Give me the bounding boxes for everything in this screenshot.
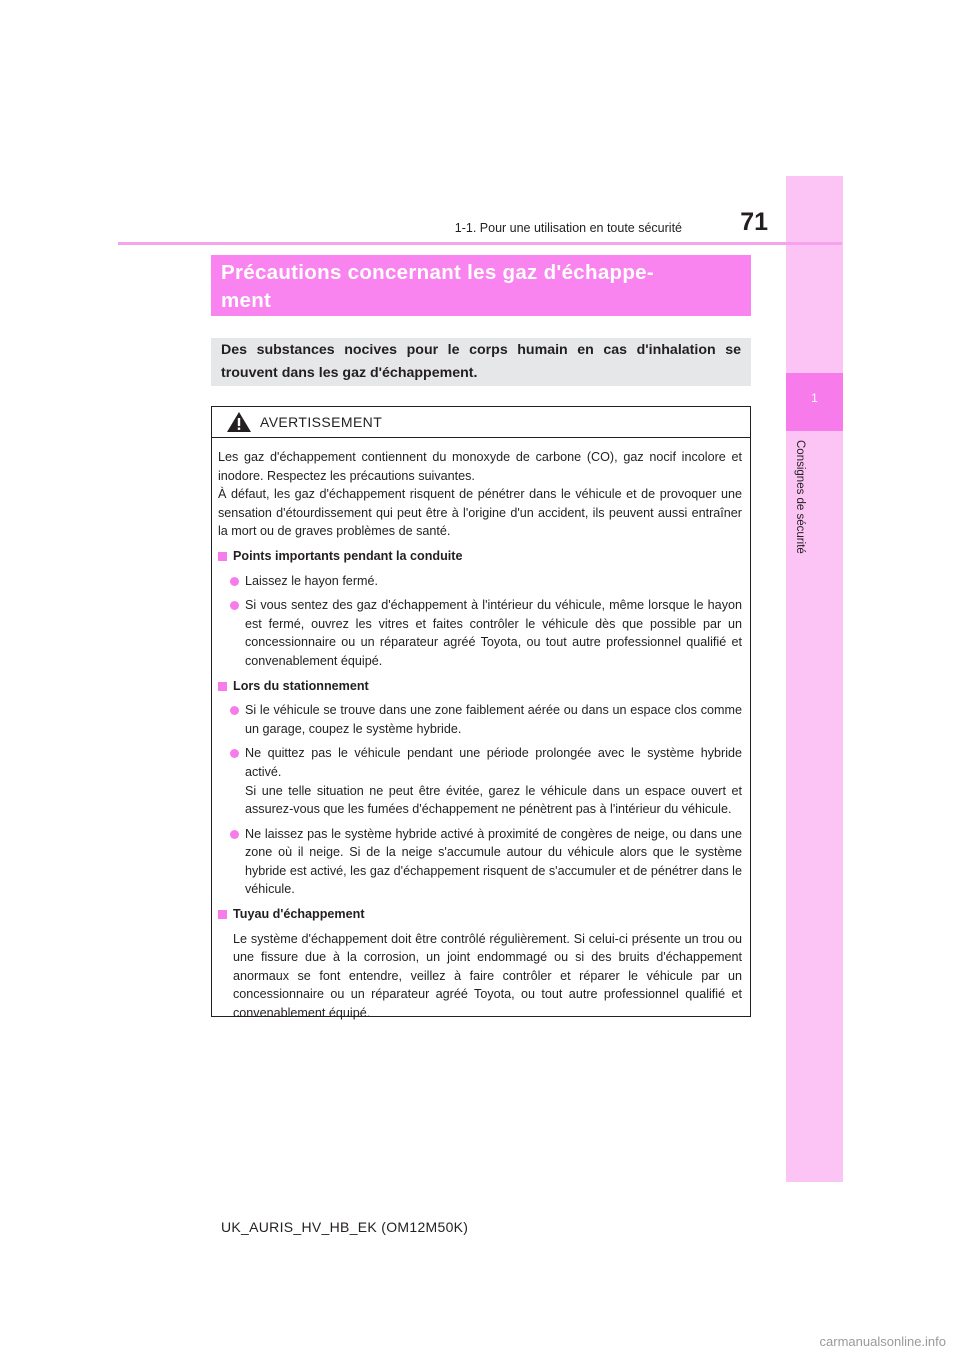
subheading-driving: Points importants pendant la conduite [218, 547, 742, 566]
list-item: Si vous sentez des gaz d'échappement à l'intérieur du véhicule, même lorsque le hayon est fermé, ouvrez les vitres et faites contrôler le véhicule dès que possible par un concessionnaire ou un réparateur agréé Toyota, ou tout autre professionnel qualifié et convenablement équipé. [218, 596, 742, 670]
round-bullet-icon [230, 577, 239, 586]
square-bullet-icon [218, 910, 227, 919]
subheading-exhaust-pipe: Tuyau d'échappement [218, 905, 742, 924]
title-bar [211, 255, 751, 316]
page-number: 71 [740, 208, 768, 236]
list-item-text: Ne quittez pas le véhicule pendant une période prolongée avec le système hybride activé. [245, 746, 742, 779]
round-bullet-icon [230, 830, 239, 839]
exhaust-pipe-text: Le système d'échappement doit être contrôlé régulièrement. Si celui-ci présente un trou ou une fissure due à la corrosion, un joint endommagé ou si des bruits d'échappement anormaux se font entendre, veillez à faire contrôler et réparer le véhicule par un concessionnaire ou un réparateur agréé Toyota, ou tout autre professionnel qualifié et convenablement équipé. [233, 931, 742, 1021]
warning-box [211, 406, 751, 1021]
list-item [218, 744, 742, 818]
list-item: Ne laissez pas le système hybride activé à proximité de congères de neige, ou dans une zone où il neige. Si de la neige s'accumule autour du véhicule alors que le système hybride est activé, les gaz d'échappement risquent de s'accumuler et de pénétrer dans le véhicule. [218, 825, 742, 899]
warning-intro-1: Les gaz d'échappement contiennent du monoxyde de carbone (CO), gaz nocif incolore et inodore. Respectez les précautions suivantes. [218, 450, 742, 483]
warning-title: AVERTISSEMENT [260, 414, 383, 430]
warning-triangle-icon [226, 411, 252, 433]
list-item: Laissez le hayon fermé. [218, 572, 742, 591]
square-bullet-icon [218, 682, 227, 691]
round-bullet-icon [230, 706, 239, 715]
warning-body [212, 438, 750, 1023]
page-title-line2: ment [221, 289, 272, 312]
list-item: Si le véhicule se trouve dans une zone faiblement aérée ou dans un espace clos comme un garage, coupez le système hybride. [218, 701, 742, 738]
warning-header [212, 407, 750, 438]
chapter-title [792, 440, 806, 600]
round-bullet-icon [230, 749, 239, 758]
list-item-extra: Si une telle situation ne peut être évitée, garez le véhicule dans un espace ouvert et assurez-vous que les fumées d'échappement ne pénètrent pas à l'intérieur du véhicule. [245, 783, 742, 817]
section-label: 1-1. Pour une utilisation en toute sécurité [454, 221, 682, 235]
chapter-number: 1 [811, 391, 818, 405]
page-title [221, 259, 741, 315]
round-bullet-icon [230, 601, 239, 610]
chapter-title-text: Consignes de sécurité [794, 440, 806, 554]
intro-text: Des substances nocives pour le corps humain en cas d'inhalation se trouvent dans les gaz d'échappement. [221, 342, 741, 381]
header-divider [118, 242, 842, 245]
document-code: UK_AURIS_HV_HB_EK (OM12M50K) [221, 1219, 469, 1235]
intro-box [211, 338, 751, 386]
page-title-line1: Précautions concernant les gaz d'échappe- [221, 261, 654, 284]
subheading-parking: Lors du stationnement [218, 677, 742, 696]
warning-intro-2: À défaut, les gaz d'échappement risquent de pénétrer dans le véhicule et de provoquer une sensation d'étourdissement qui peut être à l'origine d'un accident, ils peuvent aussi entraîner la mort ou de graves problèmes de santé. [218, 487, 742, 539]
square-bullet-icon [218, 552, 227, 561]
chapter-side-tab [786, 176, 843, 1182]
watermark: carmanualsonline.info [819, 1334, 946, 1349]
